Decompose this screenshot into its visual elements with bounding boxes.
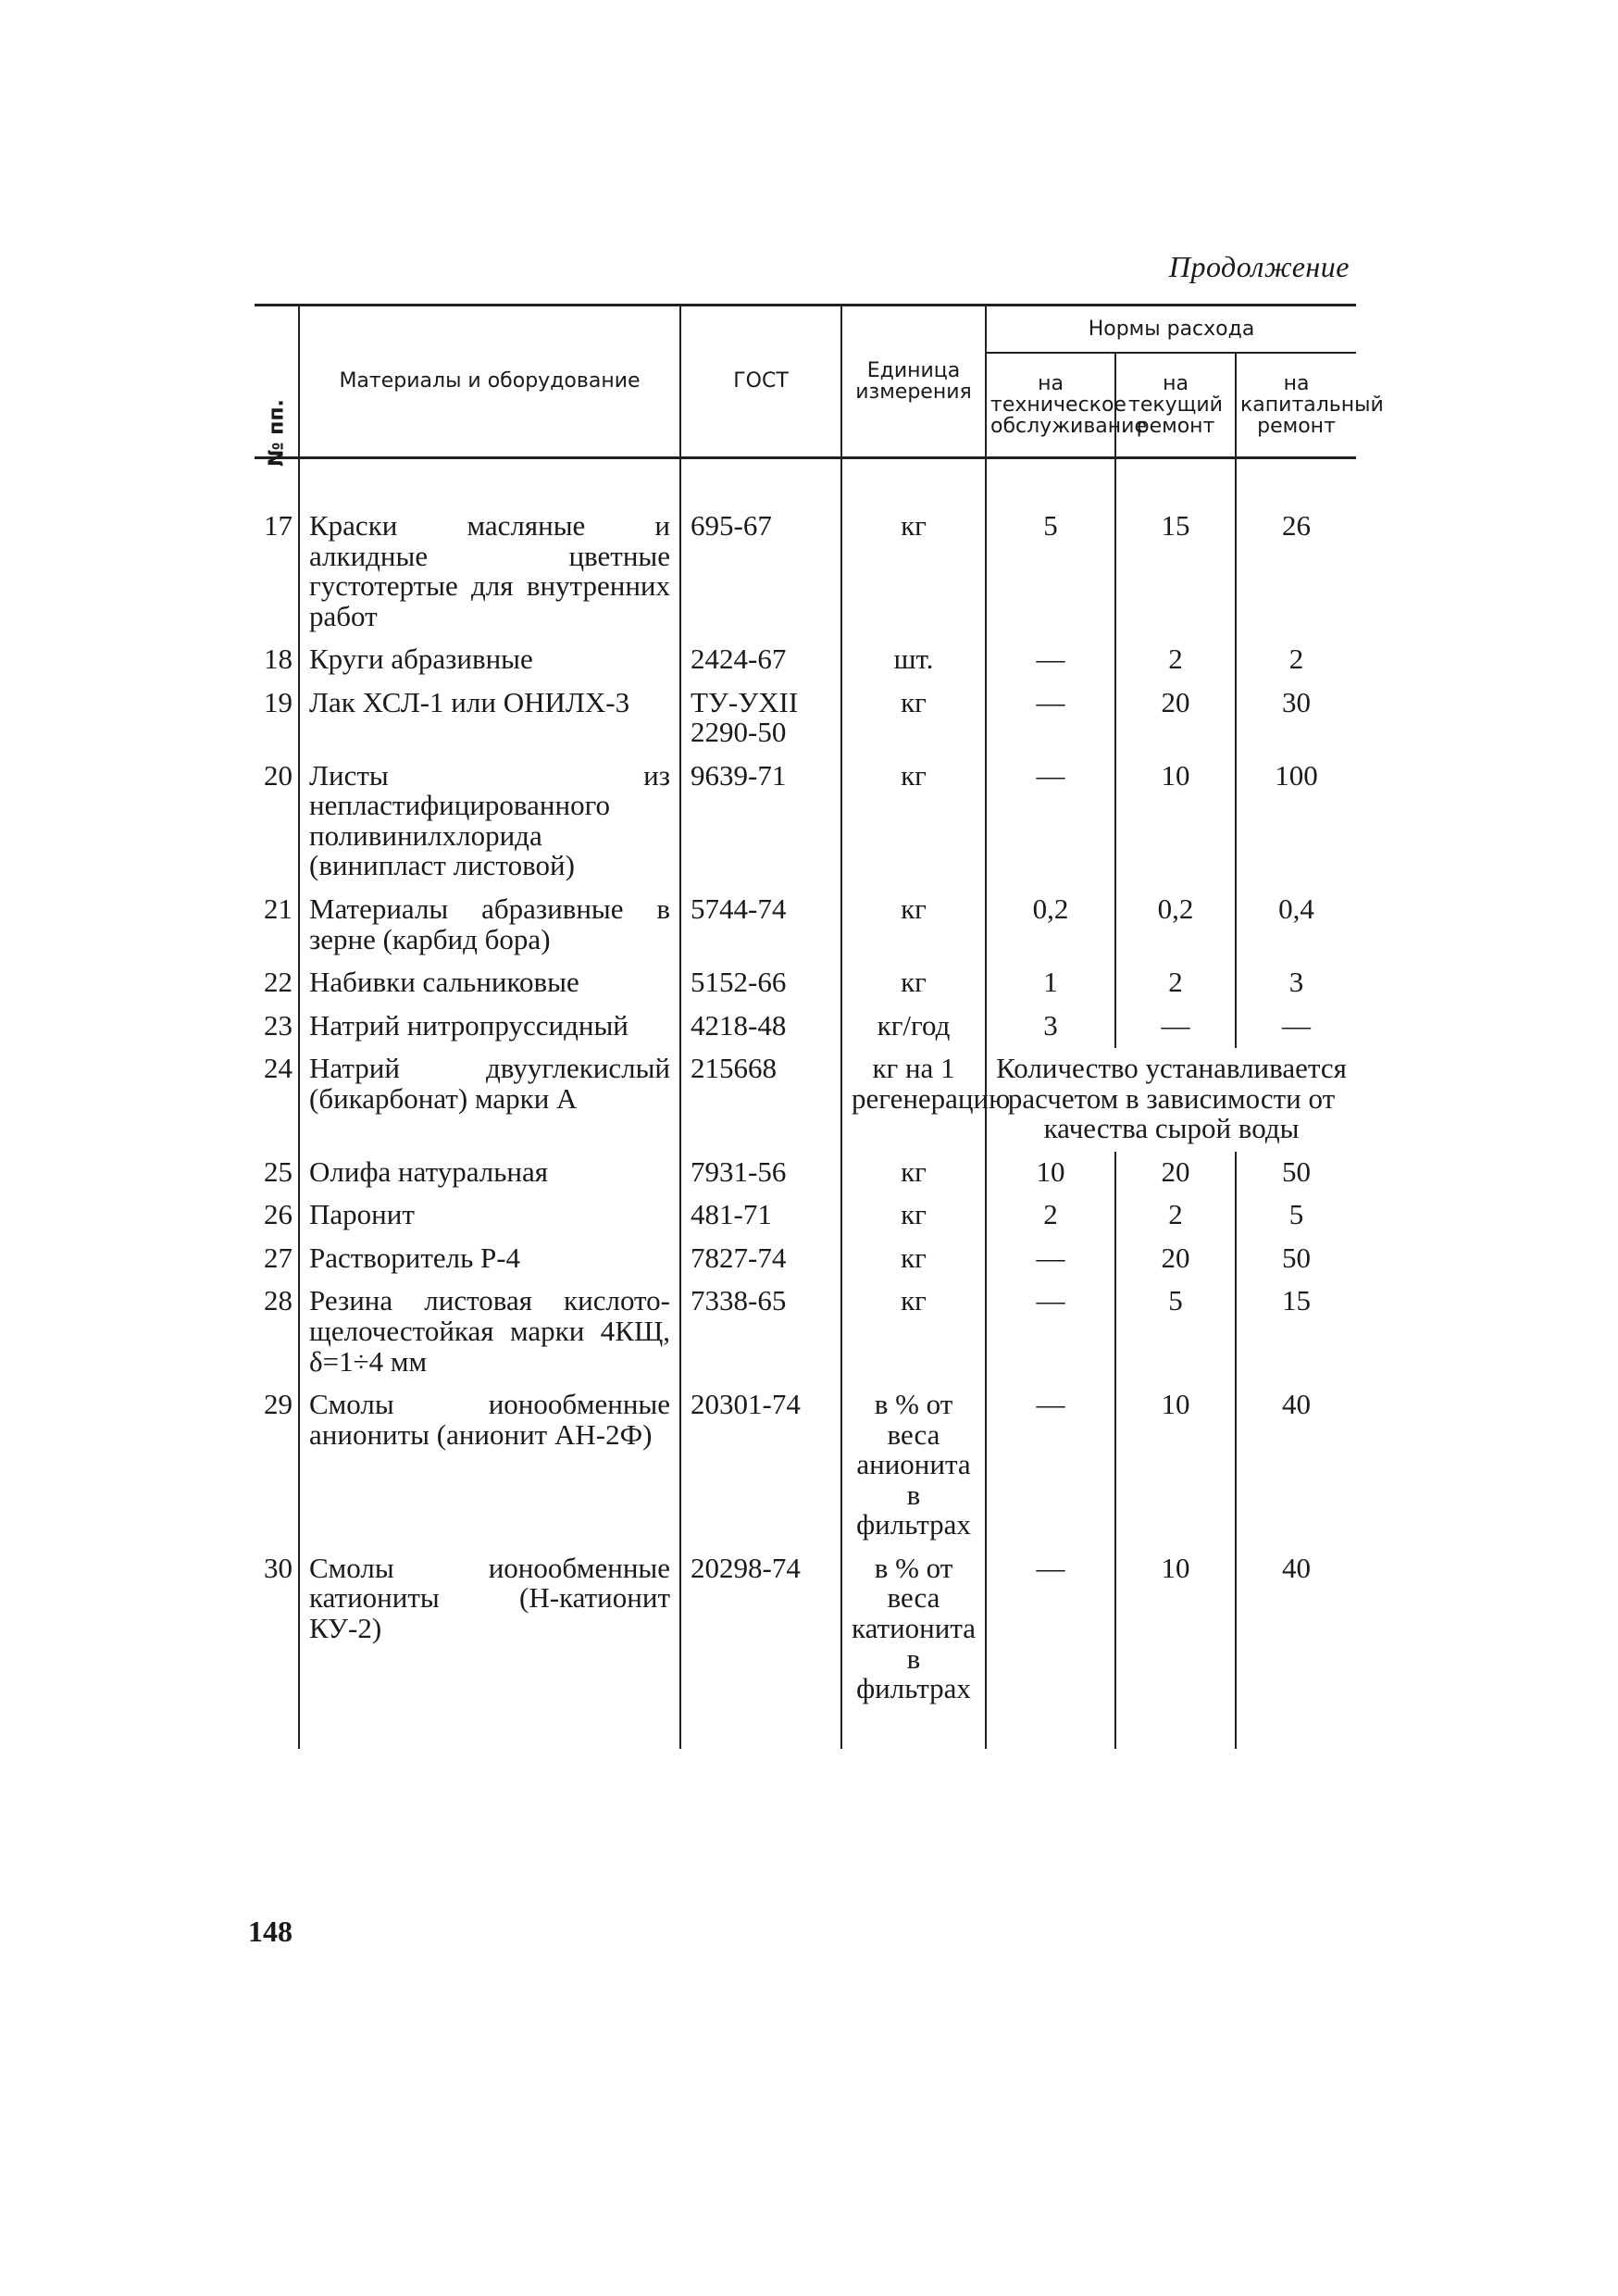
table-row xyxy=(255,1048,1356,1152)
unit-of-measure: в % от веса катионита в фильтрах xyxy=(841,1548,986,1712)
column-header-maintenance: на техническое обслуживание xyxy=(986,353,1115,458)
row-number: 22 xyxy=(255,962,299,1005)
unit-of-measure: кг xyxy=(841,1152,986,1195)
table-row xyxy=(255,1548,1356,1712)
table-row xyxy=(255,1384,1356,1548)
norm-current-repair: 5 xyxy=(1115,1280,1236,1384)
gost-code: 7827-74 xyxy=(680,1238,841,1281)
table-row xyxy=(255,1152,1356,1195)
table-row xyxy=(255,889,1356,962)
row-number: 21 xyxy=(255,889,299,962)
gost-code: 4218-48 xyxy=(680,1005,841,1049)
material-name: Растворитель Р-4 xyxy=(299,1238,680,1281)
norm-maintenance: 2 xyxy=(986,1194,1115,1238)
material-name: Натрий нитропруссидный xyxy=(299,1005,680,1049)
row-number: 30 xyxy=(255,1548,299,1712)
table-row xyxy=(255,1238,1356,1281)
unit-of-measure: кг xyxy=(841,755,986,889)
norm-capital-repair: 50 xyxy=(1236,1238,1356,1281)
norm-current-repair: 0,2 xyxy=(1115,889,1236,962)
table-row xyxy=(255,682,1356,755)
column-header-unit: Единица измерения xyxy=(841,306,986,458)
gost-code: 5744-74 xyxy=(680,889,841,962)
table-row xyxy=(255,962,1356,1005)
table-body xyxy=(255,458,1356,1749)
norm-current-repair: 20 xyxy=(1115,682,1236,755)
norm-current-repair: 2 xyxy=(1115,639,1236,682)
norm-capital-repair: 5 xyxy=(1236,1194,1356,1238)
unit-of-measure: кг xyxy=(841,505,986,639)
material-name: Смолы ионообменные аниониты (анионит АН-2Ф) xyxy=(299,1384,680,1548)
norm-capital-repair: 2 xyxy=(1236,639,1356,682)
norms-note: Количество устанавливается расчетом в зависимости от качества сырой воды xyxy=(986,1048,1356,1152)
gost-code: 2424-67 xyxy=(680,639,841,682)
norm-maintenance: — xyxy=(986,1238,1115,1281)
norm-maintenance: — xyxy=(986,682,1115,755)
material-name: Набивки сальниковые xyxy=(299,962,680,1005)
unit-of-measure: кг xyxy=(841,1280,986,1384)
table-row xyxy=(255,1280,1356,1384)
unit-of-measure: кг xyxy=(841,962,986,1005)
material-name: Материалы абразивные в зерне (карбид бора) xyxy=(299,889,680,962)
unit-of-measure: кг xyxy=(841,889,986,962)
row-number: 24 xyxy=(255,1048,299,1152)
page-number: 148 xyxy=(248,1915,292,1948)
norm-maintenance: 5 xyxy=(986,505,1115,639)
gost-code: 9639-71 xyxy=(680,755,841,889)
row-number: 26 xyxy=(255,1194,299,1238)
gost-code: 215668 xyxy=(680,1048,841,1152)
gost-code: 7338-65 xyxy=(680,1280,841,1384)
norm-current-repair: 10 xyxy=(1115,755,1236,889)
material-name: Резина листовая кислото-щелочестойкая марки 4КЩ, δ=1÷4 мм xyxy=(299,1280,680,1384)
norm-current-repair: 15 xyxy=(1115,505,1236,639)
row-number: 18 xyxy=(255,639,299,682)
unit-of-measure: кг xyxy=(841,1238,986,1281)
gost-code: 695-67 xyxy=(680,505,841,639)
norm-maintenance: — xyxy=(986,1384,1115,1548)
column-header-capital-repair: на капитальный ремонт xyxy=(1236,353,1356,458)
material-name: Краски масляные и алкидные цветные густотертые для внутренних работ xyxy=(299,505,680,639)
norm-current-repair: 20 xyxy=(1115,1238,1236,1281)
row-number: 20 xyxy=(255,755,299,889)
unit-of-measure: кг/год xyxy=(841,1005,986,1049)
gost-code: 7931-56 xyxy=(680,1152,841,1195)
unit-of-measure: кг xyxy=(841,1194,986,1238)
column-header-number: № пп. xyxy=(255,306,299,458)
table-row xyxy=(255,1005,1356,1049)
material-name: Натрий двууглекислый (бикарбонат) марки А xyxy=(299,1048,680,1152)
norm-maintenance: 3 xyxy=(986,1005,1115,1049)
norm-maintenance: 1 xyxy=(986,962,1115,1005)
norm-capital-repair: 0,4 xyxy=(1236,889,1356,962)
norm-capital-repair: 15 xyxy=(1236,1280,1356,1384)
norm-capital-repair: 40 xyxy=(1236,1548,1356,1712)
norm-capital-repair: 3 xyxy=(1236,962,1356,1005)
gost-code: ТУ-УХII 2290-50 xyxy=(680,682,841,755)
row-number: 17 xyxy=(255,505,299,639)
unit-of-measure: кг на 1 регенерацию xyxy=(841,1048,986,1152)
row-number: 28 xyxy=(255,1280,299,1384)
material-name: Олифа натуральная xyxy=(299,1152,680,1195)
norm-maintenance: 0,2 xyxy=(986,889,1115,962)
unit-of-measure: кг xyxy=(841,682,986,755)
row-number: 23 xyxy=(255,1005,299,1049)
material-name: Смолы ионообменные катиониты (Н-катионит КУ-2) xyxy=(299,1548,680,1712)
table-row xyxy=(255,1194,1356,1238)
unit-of-measure: шт. xyxy=(841,639,986,682)
norm-maintenance: — xyxy=(986,1280,1115,1384)
materials-norms-table xyxy=(255,304,1384,1749)
table-end-spacer-row xyxy=(255,1712,1356,1749)
column-header-current-repair: на текущий ремонт xyxy=(1115,353,1236,458)
norm-capital-repair: 26 xyxy=(1236,505,1356,639)
column-header-gost: ГОСТ xyxy=(680,306,841,458)
row-number: 29 xyxy=(255,1384,299,1548)
norm-current-repair: 2 xyxy=(1115,1194,1236,1238)
column-group-consumption-norms: Нормы расхода xyxy=(986,306,1356,353)
norm-current-repair: 20 xyxy=(1115,1152,1236,1195)
continued-label: Продолжение xyxy=(1168,250,1350,283)
material-name: Паронит xyxy=(299,1194,680,1238)
gost-code: 5152-66 xyxy=(680,962,841,1005)
norm-current-repair: 10 xyxy=(1115,1384,1236,1548)
table-row xyxy=(255,755,1356,889)
column-header-materials: Материалы и оборудование xyxy=(299,306,680,458)
row-number: 27 xyxy=(255,1238,299,1281)
row-number: 19 xyxy=(255,682,299,755)
material-name: Листы из непластифицированного поливинилхлорида (винипласт листовой) xyxy=(299,755,680,889)
norm-capital-repair: 30 xyxy=(1236,682,1356,755)
norm-current-repair: 2 xyxy=(1115,962,1236,1005)
norm-current-repair: — xyxy=(1115,1005,1236,1049)
table-spacer-row xyxy=(255,458,1356,506)
norm-capital-repair: — xyxy=(1236,1005,1356,1049)
table-row xyxy=(255,505,1356,639)
material-name: Лак ХСЛ-1 или ОНИЛХ-3 xyxy=(299,682,680,755)
norm-capital-repair: 100 xyxy=(1236,755,1356,889)
material-name: Круги абразивные xyxy=(299,639,680,682)
gost-code: 20298-74 xyxy=(680,1548,841,1712)
gost-code: 20301-74 xyxy=(680,1384,841,1548)
norm-maintenance: — xyxy=(986,639,1115,682)
norm-maintenance: — xyxy=(986,755,1115,889)
unit-of-measure: в % от веса анионита в фильтрах xyxy=(841,1384,986,1548)
norm-capital-repair: 50 xyxy=(1236,1152,1356,1195)
norm-maintenance: 10 xyxy=(986,1152,1115,1195)
gost-code: 481-71 xyxy=(680,1194,841,1238)
row-number: 25 xyxy=(255,1152,299,1195)
table-row xyxy=(255,639,1356,682)
norm-maintenance: — xyxy=(986,1548,1115,1712)
norm-current-repair: 10 xyxy=(1115,1548,1236,1712)
norm-capital-repair: 40 xyxy=(1236,1384,1356,1548)
